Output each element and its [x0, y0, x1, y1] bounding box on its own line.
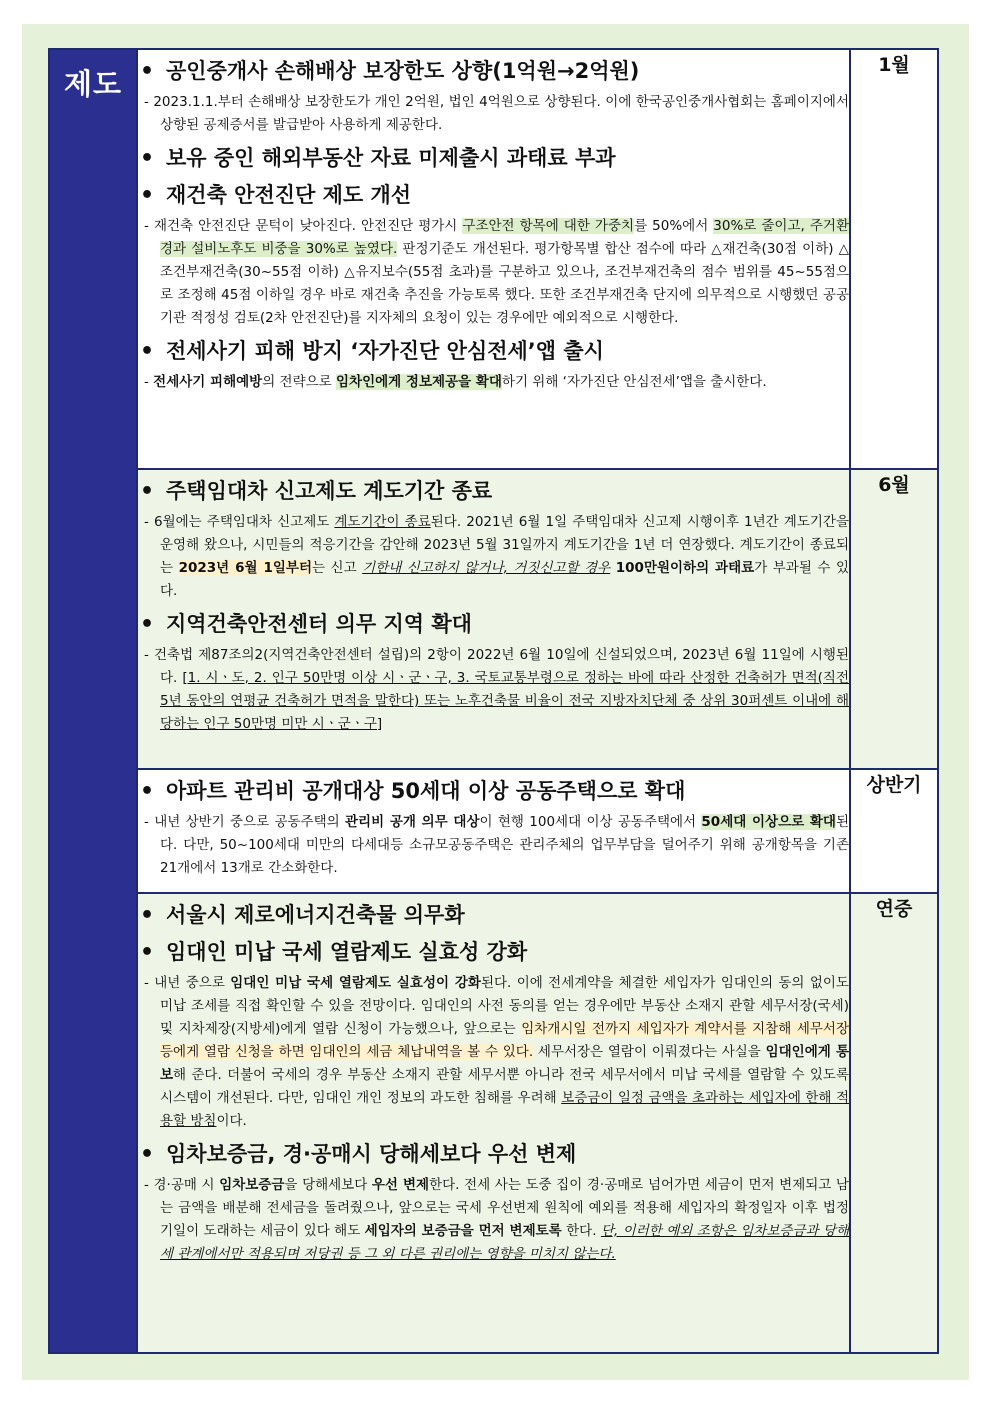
- section-first-half: [137, 769, 850, 893]
- item-title: • 보유 중인 해외부동산 자료 미제출시 과태료 부과: [138, 143, 849, 174]
- period-january: 1월: [850, 49, 938, 469]
- category-cell: [49, 49, 137, 1353]
- period-year-round: 연중: [850, 893, 938, 1353]
- item-title: • 전세사기 피해 방지 ‘자가진단 안심전세’앱 출시: [138, 336, 849, 367]
- category-label: 제도: [63, 67, 123, 101]
- section-june: [137, 469, 850, 769]
- item-title: • 임차보증금, 경·공매시 당해세보다 우선 변제: [138, 1139, 849, 1170]
- period-first-half: 상반기: [850, 769, 938, 893]
- item-text: - 전세사기 피해예방의 전략으로 임차인에게 정보제공을 확대하기 위해 ‘자가진단 안심전세’앱을 출시한다.: [138, 371, 849, 394]
- item-text: - 6월에는 주택임대차 신고제도 계도기간이 종료된다. 2021년 6월 1일 주택임대차 신고제 시행이후 1년간 계도기간을 운영해 왔으나, 시민들의 적응기간을 감안해 2023년 5월 31일까지 계도기간을 1년 더 연장했다. 계도기간이 종료되는 2023년 6월 1일부터는 신고 기한내 신고하지 않거나, 거짓신고할 경우 100만원이하의 과태료가 부과될 수 있다.: [138, 511, 849, 603]
- item-title: • 재건축 안전진단 제도 개선: [138, 180, 849, 211]
- item-text: - 건축법 제87조의2(지역건축안전센터 설립)의 2항이 2022년 6월 10일에 신설되었으며, 2023년 6월 11일에 시행된다. [1. 시ㆍ도, 2. 인구 50만명 이상 시ㆍ군ㆍ구, 3. 국토교통부령으로 정하는 바에 따라 산정한 건축허가 면적(직전 5년 동안의 연평균 건축허가 면적을 말한다) 또는 노후건축물 비율이 전국 지방자치단체 중 상위 30퍼센트 이내에 해당하는 인구 50만명 미만 시ㆍ군ㆍ구]: [138, 644, 849, 736]
- item-text: - 내년 중으로 임대인 미납 국세 열람제도 실효성이 강화된다. 이에 전세계약을 체결한 세입자가 임대인의 동의 없이도 미납 조세를 직접 확인할 수 있을 전망이다. 임대인의 사전 동의를 얻는 경우에만 부동산 소재지 관할 세무서장(국세) 및 지차제장(지방세)에게 열람 신청이 가능했으나, 앞으로는 임차개시일 전까지 세입자가 계약서를 지참해 세무서장 등에게 열람 신청을 하면 임대인의 세금 체납내역을 볼 수 있다. 세무서장은 열람이 이뤄졌다는 사실을 임대인에게 통보해 준다. 더불어 국세의 경우 부동산 소재지 관할 세무서뿐 아니라 전국 세무서에서 미납 국세를 열람할 수 있도록 시스템이 개선된다. 다만, 임대인 개인 정보의 과도한 침해를 우려해 보증금이 일정 금액을 초과하는 세입자에 한해 적용할 방침이다.: [138, 972, 849, 1133]
- item-text: - 경·공매 시 임차보증금을 당해세보다 우선 변제한다. 전세 사는 도중 집이 경·공매로 넘어가면 세금이 먼저 변제되고 남는 금액을 배분해 전세금을 돌려줬으나, 앞으로는 국세 우선변제 원칙에 예외를 적용해 세입자의 확정일자 이후 법정기일이 도래하는 세금이 있다 해도 세입자의 보증금을 먼저 변제토록 한다. 단, 이러한 예외 조항은 임차보증금과 당해세 관계에서만 적용되며 저당권 등 그 외 다른 권리에는 영향을 미치지 않는다.: [138, 1174, 849, 1266]
- item-text: - 내년 상반기 중으로 공동주택의 관리비 공개 의무 대상이 현행 100세대 이상 공동주택에서 50세대 이상으로 확대된다. 다만, 50~100세대 미만의 다세대등 소규모공동주택은 관리주체의 업무부담을 덜어주기 위해 공개항목을 기존 21개에서 13개로 간소화한다.: [138, 811, 849, 880]
- item-title: • 주택임대차 신고제도 계도기간 종료: [138, 476, 849, 507]
- item-title: • 공인중개사 손해배상 보장한도 상향(1억원→2억원): [138, 56, 849, 87]
- item-title: • 임대인 미납 국세 열람제도 실효성 강화: [138, 937, 849, 968]
- section-year-round: [137, 893, 850, 1353]
- item-title: • 서울시 제로에너지건축물 의무화: [138, 900, 849, 931]
- item-title: • 아파트 관리비 공개대상 50세대 이상 공동주택으로 확대: [138, 776, 849, 807]
- item-title: • 지역건축안전센터 의무 지역 확대: [138, 609, 849, 640]
- item-text: - 재건축 안전진단 문턱이 낮아진다. 안전진단 평가시 구조안전 항목에 대한 가중치를 50%에서 30%로 줄이고, 주거환경과 설비노후도 비중을 30%로 높였다. 판정기준도 개선된다. 평가항목별 합산 점수에 따라 △재건축(30점 이하) △조건부재건축(30~55점 이하) △유지보수(55점 초과)를 구분하고 있으나, 조건부재건축의 점수 범위를 45~55점으로 조정해 45점 이하일 경우 바로 재건축 추진을 가능토록 했다. 또한 조건부재건축 단지에 의무적으로 시행했던 공공기관 적정성 검토(2차 안전진단)를 지자체의 요청이 있는 경우에만 예외적으로 시행한다.: [138, 215, 849, 330]
- period-june: 6월: [850, 469, 938, 769]
- policy-table: [48, 48, 939, 1354]
- section-january: [137, 49, 850, 469]
- item-text: - 2023.1.1.부터 손해배상 보장한도가 개인 2억원, 법인 4억원으로 상향된다. 이에 한국공인중개사협회는 홈페이지에서 상향된 공제증서를 발급받아 사용하게 제공한다.: [138, 91, 849, 137]
